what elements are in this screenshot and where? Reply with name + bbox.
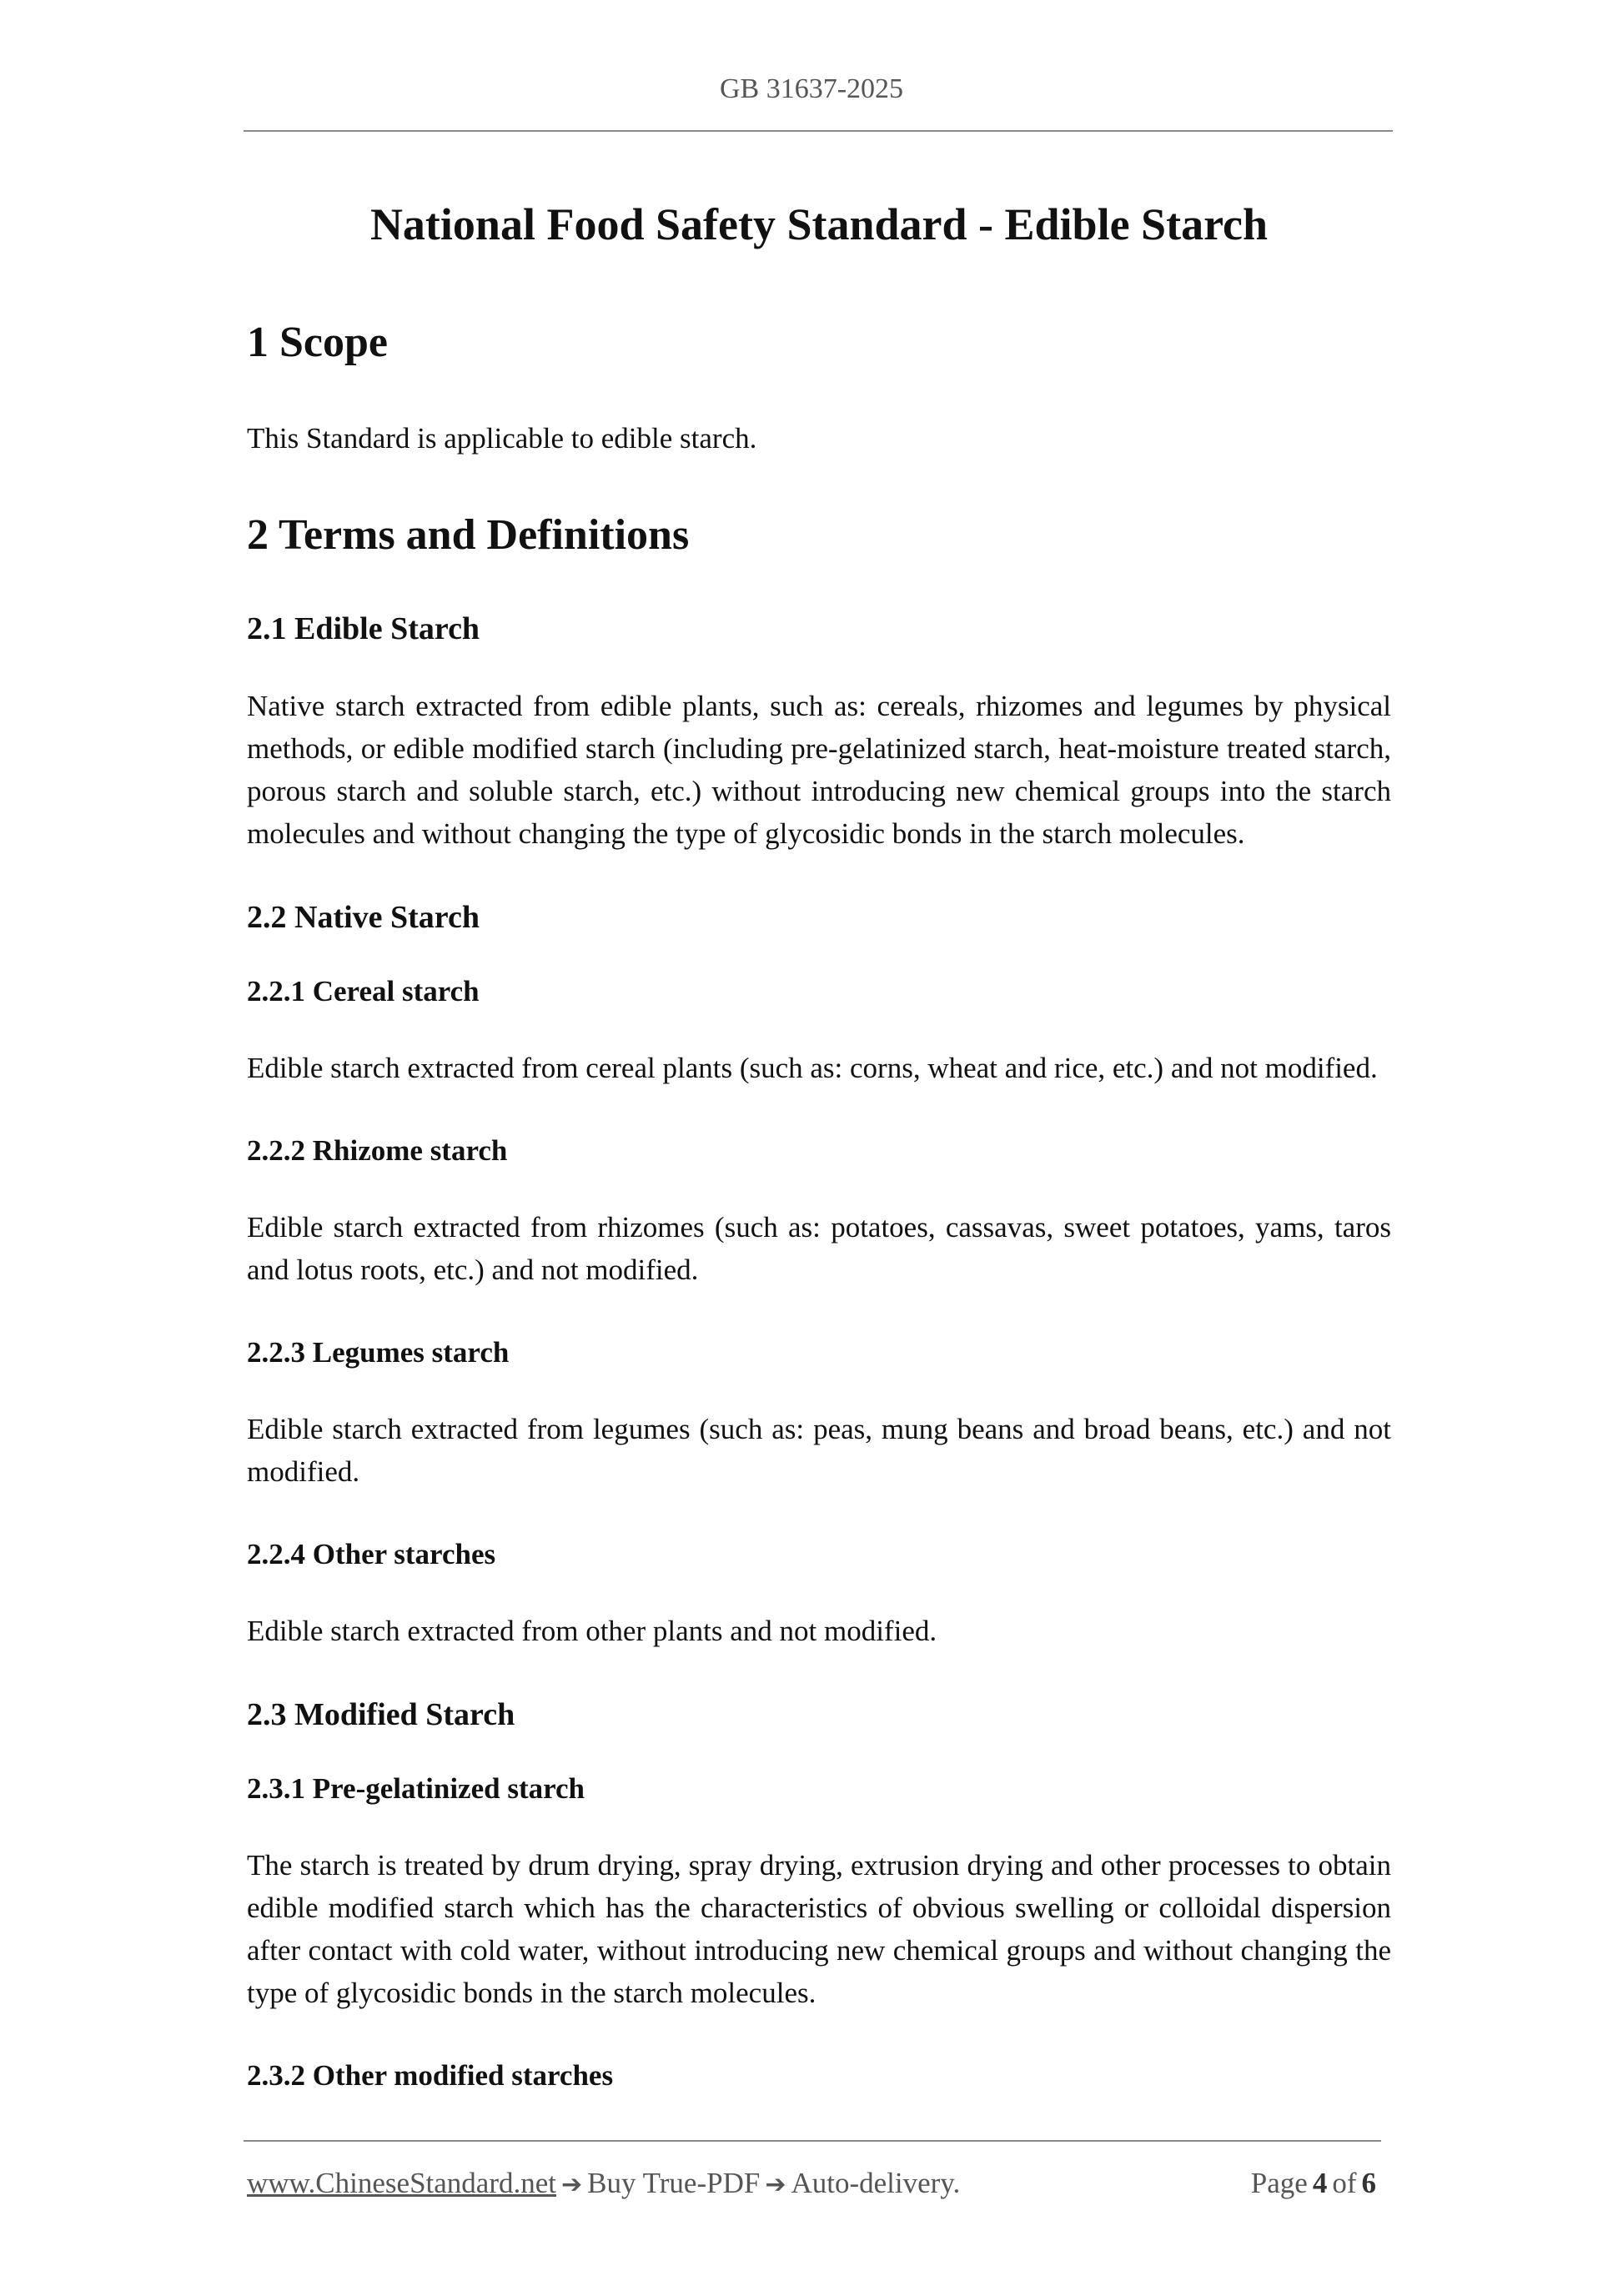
section-2-1-heading: 2.1 Edible Starch [247,611,480,646]
auto-delivery-text: Auto-delivery. [791,2167,961,2199]
document-body [247,197,1391,2131]
section-2-2-heading: 2.2 Native Starch [247,900,480,935]
footer-promo [247,2163,960,2205]
arrow-right-icon: ➔ [561,2170,583,2199]
section-2-2-3-text: Edible starch extracted from legumes (such as: peas, mung beans and broad beans, etc.) and not modified. [247,1413,1391,1488]
buy-true-pdf-text: Buy True-PDF [587,2167,761,2199]
section-2-2-2-text: Edible starch extracted from rhizomes (such as: potatoes, cassavas, sweet potatoes, yams, taros and lotus roots, etc.) and not modified. [247,1211,1391,1286]
arrow-right-icon: ➔ [765,2170,786,2199]
section-2-2-4-heading: 2.2.4 Other starches [247,1538,496,1570]
footer-divider [244,2140,1381,2142]
header-standard-code: GB 31637-2025 [719,73,904,104]
section-2-3-1-text: The starch is treated by drum drying, spray drying, extrusion drying and other processes to obtain edible modified starch which has the characteristics of obvious swelling or colloidal dispersion after contact with cold water, without introducing new chemical groups and without changing the type of glycosidic bonds in the starch molecules. [247,1849,1391,2009]
current-page-number: 4 [1312,2167,1328,2199]
document-title: National Food Safety Standard - Edible Starch [369,199,1269,249]
section-1-heading: 1 Scope [247,319,388,366]
section-2-2-1-heading: 2.2.1 Cereal starch [247,975,480,1007]
section-2-2-1-text: Edible starch extracted from cereal plants (such as: corns, wheat and rice, etc.) and not modified. [247,1052,1378,1084]
page-footer [247,2163,1381,2203]
total-pages-number: 6 [1361,2167,1376,2199]
site-link[interactable]: www.ChineseStandard.net [247,2167,556,2199]
section-2-2-4-text: Edible starch extracted from other plants and not modified. [247,1615,937,1647]
section-1-text: This Standard is applicable to edible starch. [247,422,757,455]
section-2-3-1-heading: 2.3.1 Pre-gelatinized starch [247,1772,585,1805]
of-label: of [1332,2167,1357,2199]
section-2-3-heading: 2.3 Modified Starch [247,1697,515,1732]
section-2-2-2-heading: 2.2.2 Rhizome starch [247,1134,508,1167]
header-divider [244,130,1393,132]
section-2-3-2-heading: 2.3.2 Other modified starches [247,2059,614,2092]
section-2-1-text: Native starch extracted from edible plants, such as: cereals, rhizomes and legumes by physical methods, or edible modified starch (including pre-gelatinized starch, heat-moisture treated starch, porous starch and soluble starch, etc.) without introducing new chemical groups into the starch molecules and without changing the type of glycosidic bonds in the starch molecules. [247,690,1391,850]
section-2-2-3-heading: 2.2.3 Legumes starch [247,1336,510,1369]
section-2-heading: 2 Terms and Definitions [247,511,690,559]
page-indicator [1251,2163,1381,2203]
page-label: Page [1250,2167,1308,2199]
